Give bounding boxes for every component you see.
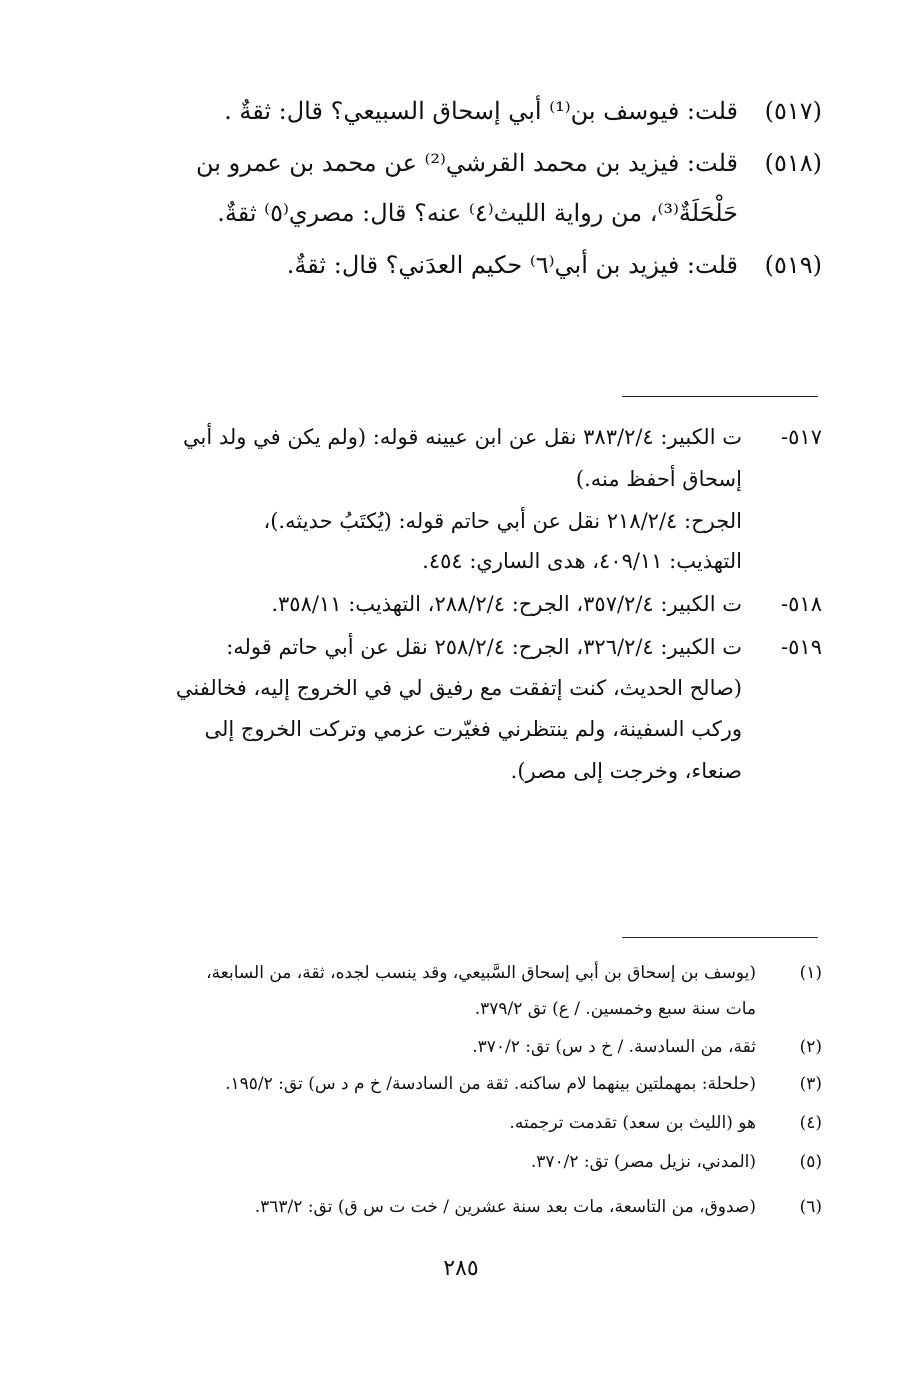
commentary-519	[112, 632, 822, 662]
commentary-519-line	[112, 714, 742, 744]
commentary-number: ٥١٧-	[781, 425, 822, 449]
commentary-line: التهذيب: ٤٠٩/١١، هدى الساري: ٤٥٤.	[422, 549, 742, 573]
footnote-number: (٥)	[799, 1152, 822, 1172]
footnote-line: (يوسف بن إسحاق بن أبي إسحاق السَّبيعي، وقد ينسب لجده، ثقة، من السابعة،	[206, 963, 756, 983]
footnote-2	[112, 1034, 822, 1060]
footnote-line: (حلحلة: بمهملتين بينهما لام ساكنه. ثقة من السادسة/ خ م د س) تق: ١٩٥/٢.	[225, 1074, 756, 1094]
footnote-line: ثقة، من السادسة. / خ د س) تق: ٣٧٠/٢.	[472, 1037, 756, 1057]
footnote-1	[112, 960, 822, 986]
footnote-number: (٣)	[799, 1074, 822, 1094]
commentary-line: إسحاق أحفظ منه.)	[575, 467, 742, 491]
entry-number: (٥١٧)	[764, 97, 822, 125]
footnote-4	[112, 1110, 822, 1136]
commentary-line: (صالح الحديث، كنت إتفقت مع رفيق لي في الخروج إليه، فخالفني	[175, 676, 742, 700]
commentary-517	[112, 422, 822, 452]
entry-number: (٥١٨)	[764, 149, 822, 177]
footnote-number: (٤)	[799, 1113, 822, 1133]
footnote-line: مات سنة سبع وخمسين. / ع) تق ٣٧٩/٢.	[474, 999, 756, 1019]
commentary-line: صنعاء، وخرجت إلى مصر).	[510, 759, 742, 783]
footnotes-divider	[622, 937, 818, 938]
footnote-number: (٦)	[799, 1197, 822, 1217]
footnote-5	[112, 1149, 822, 1175]
footnote-line: (المدني، نزيل مصر) تق: ٣٧٠/٢.	[530, 1152, 756, 1172]
commentary-519-line	[112, 673, 742, 703]
entry-number: (٥١٩)	[764, 251, 822, 279]
commentary-line: ت الكبير: ٣٢٦/٢/٤، الجرح: ٢٥٨/٢/٤ نقل عن أبي حاتم قوله:	[226, 635, 742, 659]
entry-text: قلت: فيوسف بن⁽¹⁾ أبي إسحاق السبيعي؟ قال: ثقةٌ .	[224, 97, 738, 125]
commentary-line: ت الكبير: ٣٨٣/٢/٤ نقل عن ابن عيينه قوله: (ولم يكن في ولد أبي	[183, 425, 742, 449]
commentary-divider	[622, 396, 818, 397]
commentary-number: ٥١٩-	[781, 635, 822, 659]
commentary-517-line	[112, 546, 742, 576]
footnote-number: (١)	[799, 963, 822, 983]
footnote-line: هو (الليث بن سعد) تقدمت ترجمته.	[509, 1113, 756, 1133]
page-number: ٢٨٥	[443, 1256, 479, 1281]
entry-518-continuation	[118, 196, 738, 230]
entry-text: قلت: فيزيد بن محمد القرشي⁽²⁾ عن محمد بن عمرو بن	[196, 149, 738, 177]
commentary-line: ت الكبير: ٣٥٧/٢/٤، الجرح: ٢٨٨/٢/٤، التهذيب: ٣٥٨/١١.	[271, 592, 742, 616]
commentary-517-line	[112, 464, 742, 494]
entry-518	[112, 146, 822, 180]
commentary-number: ٥١٨-	[781, 592, 822, 616]
footnote-number: (٢)	[799, 1037, 822, 1057]
commentary-line: الجرح: ٢١٨/٢/٤ نقل عن أبي حاتم قوله: (يُكتَبُ حديثه.)،	[263, 509, 742, 533]
entry-text: حَلْحَلَةٌ⁽³⁾، من رواية الليث⁽٤⁾ عنه؟ قال: مصري⁽٥⁾ ثقةٌ.	[217, 199, 738, 227]
commentary-518	[112, 589, 822, 619]
footnote-6	[112, 1194, 822, 1220]
footnote-3	[112, 1071, 822, 1097]
footnote-line: (صدوق، من التاسعة، مات بعد سنة عشرين / خت ت س ق) تق: ٣٦٣/٢.	[254, 1197, 756, 1217]
footnote-1-line	[112, 996, 756, 1022]
entry-text: قلت: فيزيد بن أبي⁽٦⁾ حكيم العدَني؟ قال: ثقةٌ.	[286, 251, 738, 279]
commentary-519-line	[112, 756, 742, 786]
entry-519	[112, 248, 822, 282]
commentary-line: وركب السفينة، ولم ينتظرني فغيّرت عزمي وتركت الخروج إلى	[204, 717, 742, 741]
entry-517	[112, 94, 822, 128]
commentary-517-line	[112, 506, 742, 536]
